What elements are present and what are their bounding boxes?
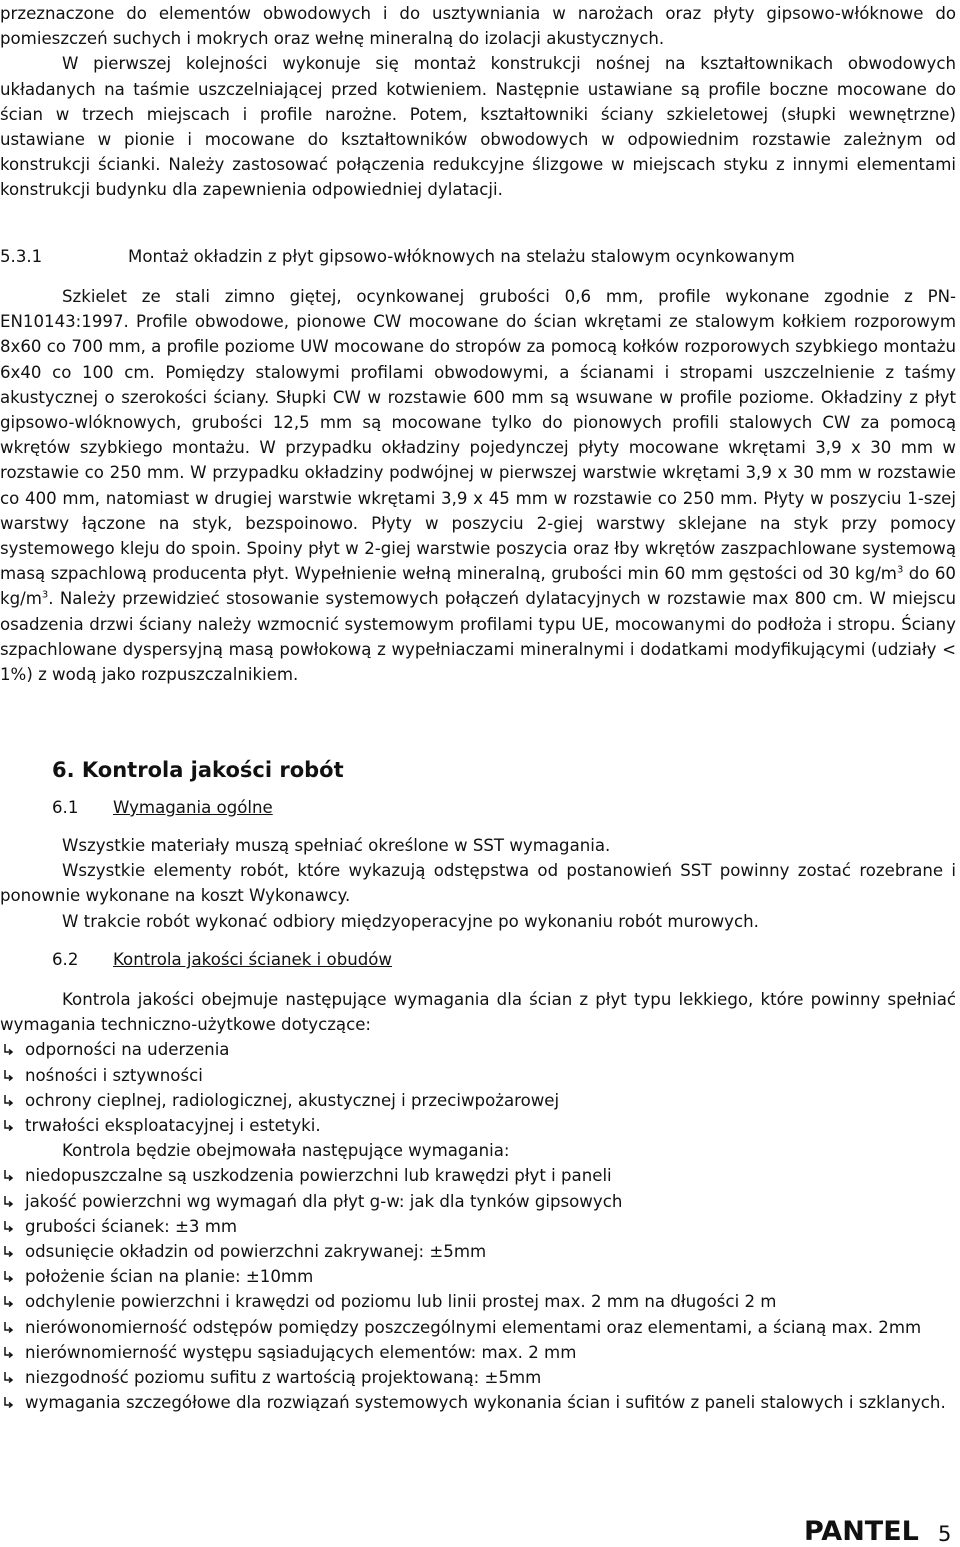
section-61-heading bbox=[0, 795, 956, 821]
arrow-bullet-icon bbox=[2, 1245, 14, 1257]
section-number: 6.1 bbox=[52, 798, 79, 817]
section-number: 6.2 bbox=[52, 950, 79, 969]
list-item: odporności na uderzenia bbox=[0, 1037, 956, 1062]
section-title: Wymagania ogólne bbox=[113, 798, 273, 817]
arrow-bullet-icon bbox=[2, 1295, 14, 1307]
list-item: nierównomierność występu sąsiadujących elementów: max. 2 mm bbox=[0, 1340, 956, 1365]
list-item: położenie ścian na planie: ±10mm bbox=[0, 1264, 956, 1289]
list-item: nierówonomierność odstępów pomiędzy poszczególnymi elementami oraz elementami, a ścianą max. 2mm bbox=[0, 1315, 956, 1340]
arrow-bullet-icon bbox=[2, 1396, 14, 1408]
section-531-heading bbox=[0, 244, 956, 270]
arrow-bullet-icon bbox=[2, 1069, 14, 1081]
list-item: grubości ścianek: ±3 mm bbox=[0, 1214, 956, 1239]
list-item: trwałości eksploatacyjnej i estetyki. bbox=[0, 1113, 956, 1138]
superscript: 3 bbox=[41, 589, 49, 601]
paragraph: Wszystkie elementy robót, które wykazują odstępstwa od postanowień SST powinny zostać rozebrane i ponownie wykonane na koszt Wykonawcy. bbox=[0, 861, 956, 906]
list-item: niedopuszczalne są uszkodzenia powierzchni lub krawędzi płyt i paneli bbox=[0, 1163, 956, 1188]
section-62-body bbox=[0, 987, 956, 1415]
list-item: niezgodność poziomu sufitu z wartością projektowaną: ±5mm bbox=[0, 1365, 956, 1390]
section-title: Montaż okładzin z płyt gipsowo-włóknowych na stelażu stalowym ocynkowanym bbox=[128, 247, 795, 266]
intro-paragraph: W pierwszej kolejności wykonuje się montaż konstrukcji nośnej na kształtownikach obwodowych układanych na taśmie uszczelniającej przed kotwieniem. Następnie ustawiane są profile boczne mocowane do ścian w trzech miejscach i profile narożne. Potem, kształtowniki ściany szkieletowej (słupki wewnętrzne) ustawiane w pionie i mocowane do kształtowników obwodowych w odpowiednim rozstawie zależnym od konstrukcji ścianki. Należy zastosować połączenia redukcyjne ślizgowe w miejscach styku z innymi elementami konstrukcji budynku dla zapewnienia odpowiedniej dylatacji. bbox=[0, 54, 956, 200]
arrow-bullet-icon bbox=[2, 1195, 14, 1207]
list-item: odchylenie powierzchni i krawędzi od poziomu lub linii prostej max. 2 mm na długości 2 m bbox=[0, 1289, 956, 1314]
intro-paragraph-continued: przeznaczone do elementów obwodowych i do usztywniania w narożach oraz płyty gipsowo-włóknowe do pomieszczeń suchych i mokrych oraz wełnę mineralną do izolacji akustycznych. bbox=[0, 4, 956, 49]
list-item: ochrony cieplnej, radiologicznej, akustycznej i przeciwpożarowej bbox=[0, 1088, 956, 1113]
list-item: wymagania szczegółowe dla rozwiązań systemowych wykonania ścian i sufitów z paneli stalowych i szklanych. bbox=[0, 1390, 956, 1415]
section-number: 5.3.1 bbox=[0, 247, 43, 266]
arrow-bullet-icon bbox=[2, 1270, 14, 1282]
page-number: 5 bbox=[938, 1522, 952, 1546]
paragraph: Wszystkie materiały muszą spełniać określone w SST wymagania. bbox=[62, 836, 611, 855]
paragraph: W trakcie robót wykonać odbiory międzyoperacyjne po wykonaniu robót murowych. bbox=[62, 911, 759, 931]
list-item: odsunięcie okładzin od powierzchni zakrywanej: ±5mm bbox=[0, 1239, 956, 1264]
section-6-heading: 6. Kontrola jakości robót bbox=[52, 758, 344, 782]
superscript: 3 bbox=[896, 564, 904, 576]
section-61-body bbox=[0, 833, 956, 934]
section-531-body bbox=[0, 284, 956, 687]
intro-text bbox=[0, 1, 956, 203]
section-62-heading bbox=[0, 947, 956, 973]
section-531-paragraph: Szkielet ze stali zimno giętej, ocynkowanej grubości 0,6 mm, profile wykonane zgodnie z PN-EN10143:1997. Profile obwodowe, pionowe CW mocowane do ścian wkrętami ze stalowym kołkiem rozporowym 8x60 co 700 mm, a profile poziome UW mocowane do stropów za pomocą kołków rozporowych szybkiego montażu 6x40 co 100 cm. Pomiędzy stalowymi profilami obwodowymi, a ścianami i stropami uszczelnienie z taśmy akustycznej o szerokości ściany. Słupki CW w rozstawie 600 mm są wsuwane w profile poziome. Okładziny z płyt gipsowo-wlóknowych, grubości 12,5 mm są mocowane tylko do pionowych profili stalowych CW za pomocą wkrętów szybkiego montażu. W przypadku okładziny pojedynczej płyty mocowane wkrętami 3,9 x 30 mm w rozstawie co 250 mm. W przypadku okładziny podwójnej w pierwszej warstwie wkrętami 3,9 x 30 mm w rozstawie co 400 mm, natomiast w drugiej warstwie wkrętami 3,9 x 45 mm w rozstawie co 250 mm. Płyty w poszyciu 1-szej warstwy łączone na styk, bezspoinowo. Płyty w poszyciu 2-giej warstwy sklejane na styk przy pomocy systemowego kleju do spoin. Spoiny płyt w 2-giej warstwie poszycia oraz łby wkrętów zaszpachlowane systemową masą szpachlową producenta płyt. Wypełnienie wełną mineralną, grubości min 60 mm gęstości od 30 $kg/m^3$ do 60 $kg/m^3$. Należy przewidzieć stosowanie systemowych połączeń dylatacyjnych w rozstawie max 800 cm. W miejscu osadzenia drzwi ściany należy wzmocnić systemowym profilami typu UE, mocowanymi do podłoża i stropu. Ściany szpachlowane dyspersyjną masą powłokową z wypełniaczami mineralnymi i dodatkami modyfikującymi (udziały < 1%) z wodą jako rozpuszczalnikiem. bbox=[0, 287, 956, 685]
arrow-bullet-icon bbox=[2, 1220, 14, 1232]
arrow-bullet-icon bbox=[2, 1169, 14, 1181]
footer-brand-logo: PANTEL bbox=[804, 1516, 919, 1547]
arrow-bullet-icon bbox=[2, 1119, 14, 1131]
list-item: nośności i sztywności bbox=[0, 1063, 956, 1088]
paragraph: Kontrola będzie obejmowała następujące wymagania: bbox=[62, 1141, 510, 1161]
arrow-bullet-icon bbox=[2, 1321, 14, 1333]
arrow-bullet-icon bbox=[2, 1346, 14, 1358]
section-title: Kontrola jakości ścianek i obudów bbox=[113, 950, 392, 969]
control-list bbox=[0, 1163, 956, 1415]
arrow-bullet-icon bbox=[2, 1094, 14, 1106]
arrow-bullet-icon bbox=[2, 1371, 14, 1383]
paragraph: Kontrola jakości obejmuje następujące wymagania dla ścian z płyt typu lekkiego, które powinny spełniać wymagania techniczno-użytkowe dotyczące: bbox=[0, 990, 956, 1035]
arrow-bullet-icon bbox=[2, 1043, 14, 1055]
list-item: jakość powierzchni wg wymagań dla płyt g-w: jak dla tynków gipsowych bbox=[0, 1189, 956, 1214]
requirements-list bbox=[0, 1037, 956, 1138]
